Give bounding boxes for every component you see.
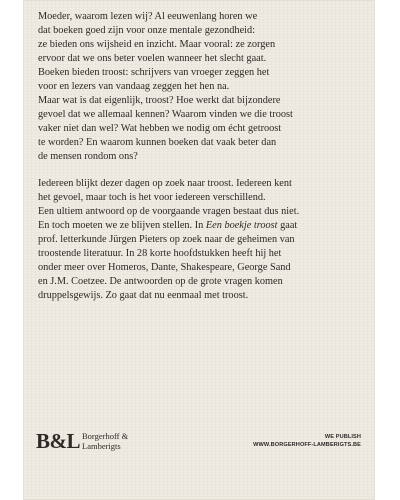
text-line: Boeken bieden troost: schrijvers van vroeger zeggen het bbox=[38, 67, 270, 79]
publisher-url: WWW.BORGERHOFF-LAMBERIGTS.BE bbox=[253, 442, 361, 448]
text-line: dat boeken goed zijn voor onze mentale gezondheid: bbox=[38, 25, 256, 37]
text-line: druppelsgewijs. Zo gaat dat nu eenmaal met troost. bbox=[38, 290, 249, 302]
book-title-italic: Een boekje troost bbox=[205, 220, 278, 232]
text-line: ze bieden ons wijsheid en inzicht. Maar vooral: ze zorgen bbox=[38, 39, 276, 51]
text-line: prof. letterkunde Jürgen Pieters op zoek naar de geheimen van bbox=[38, 234, 295, 246]
text-segment: gaat bbox=[280, 220, 298, 232]
text-line bbox=[38, 219, 370, 233]
publisher-name-line2: Lamberigts bbox=[82, 441, 121, 451]
text-line: Iedereen blijkt dezer dagen op zoek naar troost. Iedereen kent bbox=[38, 178, 292, 189]
publisher-name bbox=[82, 431, 128, 451]
text-line: vaker niet dan wel? Wat hebben we nodig om écht getroost bbox=[38, 123, 282, 135]
publisher-tagline: WE PUBLISH bbox=[324, 434, 361, 440]
text-line: gevoel dat we allemaal kennen? Waarom vinden we die troost bbox=[38, 109, 293, 121]
blurb-paragraph-1 bbox=[38, 10, 370, 165]
text-line: de mensen rondom ons? bbox=[38, 151, 138, 163]
text-line: troostende literatuur. In 28 korte hoofdstukken heeft hij het bbox=[38, 248, 282, 260]
text-line: te worden? En waarom kunnen boeken dat vaak beter dan bbox=[38, 137, 277, 149]
text-line: onder meer over Homeros, Dante, Shakespeare, George Sand bbox=[38, 262, 291, 274]
publisher-info bbox=[253, 433, 361, 449]
text-line: het gevoel, maar toch is het voor iedereen verschillend. bbox=[38, 192, 266, 204]
text-line: ervoor dat we ons beter voelen wanneer het slecht gaat. bbox=[38, 53, 267, 65]
book-back-cover bbox=[23, 0, 375, 500]
blurb-paragraph-2 bbox=[38, 177, 370, 303]
text-line: Maar wat is dat eigenlijk, troost? Hoe werkt dat bijzondere bbox=[38, 95, 281, 107]
text-line: Een ultiem antwoord op de voorgaande vragen bestaat dus niet. bbox=[38, 206, 300, 218]
publisher-logo: B&L bbox=[36, 429, 81, 453]
text-segment: En toch moeten we ze blijven stellen. In bbox=[38, 220, 204, 232]
text-line: Moeder, waarom lezen wij? Al eeuwenlang horen we bbox=[38, 11, 258, 22]
text-line: en J.M. Coetzee. De antwoorden op de grote vragen komen bbox=[38, 276, 283, 288]
publisher-name-line1: Borgerhoff & bbox=[82, 431, 129, 441]
text-line: voor en lezers van vandaag zeggen het hen na. bbox=[38, 81, 230, 93]
